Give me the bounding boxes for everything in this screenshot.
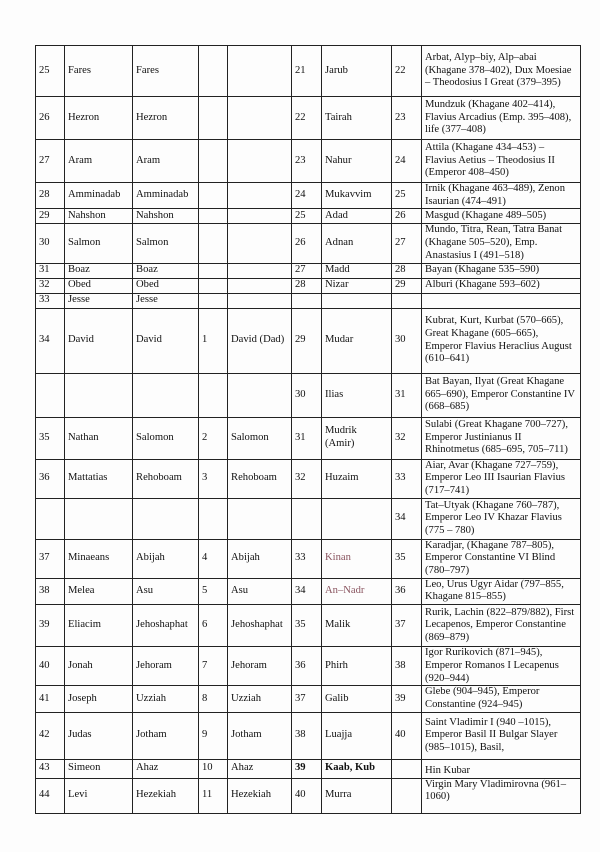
row-number-cell: 40: [36, 647, 65, 686]
kings-name-cell: Aram: [133, 140, 199, 183]
arab-index-cell: [292, 293, 322, 308]
gospel-name-cell: [65, 498, 133, 539]
arab-name-cell: Nahur: [322, 140, 392, 183]
dynasty-name-cell: Asu: [228, 578, 292, 604]
table-row: [36, 183, 581, 209]
kings-name-cell: Rehoboam: [133, 459, 199, 498]
table-row: [36, 647, 581, 686]
gospel-name-cell: Minaeans: [65, 539, 133, 578]
king-index-cell: [199, 498, 228, 539]
dynasty-name-cell: [228, 373, 292, 417]
dynasty-name-cell: Hezekiah: [228, 778, 292, 813]
table-row: [36, 373, 581, 417]
gospel-name-cell: David: [65, 308, 133, 373]
arab-index-cell: [292, 498, 322, 539]
khagane-description-cell: Tat–Utyak (Khagane 760–787), Emperor Leo IV Khazar Flavius (775 – 780): [422, 498, 581, 539]
arab-index-cell: 26: [292, 224, 322, 263]
kings-name-cell: Ahaz: [133, 759, 199, 778]
king-index-cell: 11: [199, 778, 228, 813]
king-index-cell: 5: [199, 578, 228, 604]
row-number-cell: 36: [36, 459, 65, 498]
arab-index-cell: 24: [292, 183, 322, 209]
king-index-cell: [199, 97, 228, 140]
khagane-description-cell: Alburi (Khagane 593–602): [422, 278, 581, 293]
arab-index-cell: 23: [292, 140, 322, 183]
dynasty-name-cell: Jehoram: [228, 647, 292, 686]
row-number-cell: 37: [36, 539, 65, 578]
gospel-name-cell: Fares: [65, 46, 133, 97]
khagane-index-cell: 38: [392, 647, 422, 686]
kings-name-cell: Asu: [133, 578, 199, 604]
kings-name-cell: Jesse: [133, 293, 199, 308]
arab-name-cell: [322, 293, 392, 308]
table-row: [36, 97, 581, 140]
arab-name-cell: Ilias: [322, 373, 392, 417]
kings-name-cell: David: [133, 308, 199, 373]
arab-name-cell: Madd: [322, 263, 392, 278]
dynasty-name-cell: [228, 209, 292, 224]
dynasty-name-cell: Abijah: [228, 539, 292, 578]
kings-name-cell: Obed: [133, 278, 199, 293]
khagane-description-cell: Virgin Mary Vladimirovna (961–1060): [422, 778, 581, 813]
table-row: [36, 140, 581, 183]
kings-name-cell: Jehoram: [133, 647, 199, 686]
arab-index-cell: 39: [292, 759, 322, 778]
khagane-description-cell: Rurik, Lachin (822–879/882), First Lecapenos, Emperor Constantine (869–879): [422, 605, 581, 647]
dynasty-name-cell: [228, 263, 292, 278]
khagane-index-cell: 40: [392, 712, 422, 759]
row-number-cell: 38: [36, 578, 65, 604]
arab-name-cell: [322, 498, 392, 539]
table-row: [36, 459, 581, 498]
khagane-description-cell: Mundzuk (Khagane 402–414), Flavius Arcadius (Emp. 395–408), life (377–408): [422, 97, 581, 140]
arab-index-cell: 25: [292, 209, 322, 224]
kings-name-cell: Fares: [133, 46, 199, 97]
arab-index-cell: 28: [292, 278, 322, 293]
king-index-cell: [199, 46, 228, 97]
khagane-description-cell: Saint Vladimir I (940 –1015), Emperor Basil II Bulgar Slayer (985–1015), Basil,: [422, 712, 581, 759]
khagane-index-cell: 32: [392, 417, 422, 459]
khagane-index-cell: 25: [392, 183, 422, 209]
king-index-cell: 1: [199, 308, 228, 373]
arab-name-cell: Mudrik (Amir): [322, 417, 392, 459]
khagane-description-cell: Arbat, Alyp–biy, Alp–abai (Khagane 378–402), Dux Moesiae – Theodosius I Great (379–395): [422, 46, 581, 97]
table-body: [36, 46, 581, 814]
row-number-cell: 35: [36, 417, 65, 459]
gospel-name-cell: Melea: [65, 578, 133, 604]
dynasty-name-cell: [228, 498, 292, 539]
arab-index-cell: 35: [292, 605, 322, 647]
king-index-cell: [199, 263, 228, 278]
row-number-cell: 33: [36, 293, 65, 308]
kings-name-cell: Amminadab: [133, 183, 199, 209]
khagane-index-cell: 34: [392, 498, 422, 539]
arab-index-cell: 27: [292, 263, 322, 278]
gospel-name-cell: Judas: [65, 712, 133, 759]
row-number-cell: 44: [36, 778, 65, 813]
arab-index-cell: 29: [292, 308, 322, 373]
gospel-name-cell: Obed: [65, 278, 133, 293]
table-row: [36, 417, 581, 459]
table-row: [36, 686, 581, 712]
arab-name-cell: Mudar: [322, 308, 392, 373]
khagane-description-cell: Irnik (Khagane 463–489), Zenon Isaurian (474–491): [422, 183, 581, 209]
arab-name-cell: Adad: [322, 209, 392, 224]
king-index-cell: [199, 373, 228, 417]
table-row: [36, 712, 581, 759]
arab-name-cell: An–Nadr: [322, 578, 392, 604]
gospel-name-cell: Eliacim: [65, 605, 133, 647]
king-index-cell: [199, 293, 228, 308]
kings-name-cell: [133, 373, 199, 417]
khagane-index-cell: [392, 778, 422, 813]
arab-index-cell: 31: [292, 417, 322, 459]
kings-name-cell: Jotham: [133, 712, 199, 759]
dynasty-name-cell: Ahaz: [228, 759, 292, 778]
row-number-cell: 31: [36, 263, 65, 278]
king-index-cell: 8: [199, 686, 228, 712]
king-index-cell: [199, 209, 228, 224]
king-index-cell: 7: [199, 647, 228, 686]
table-row: [36, 278, 581, 293]
gospel-name-cell: Aram: [65, 140, 133, 183]
khagane-description-cell: [422, 293, 581, 308]
dynasty-name-cell: [228, 183, 292, 209]
dynasty-name-cell: Jotham: [228, 712, 292, 759]
arab-name-cell: Murra: [322, 778, 392, 813]
gospel-name-cell: Joseph: [65, 686, 133, 712]
king-index-cell: [199, 183, 228, 209]
kings-name-cell: Jehoshaphat: [133, 605, 199, 647]
king-index-cell: 4: [199, 539, 228, 578]
kings-name-cell: Hezekiah: [133, 778, 199, 813]
kings-name-cell: Salmon: [133, 224, 199, 263]
khagane-description-cell: Leo, Urus Ugyr Aidar (797–855, Khagane 815–855): [422, 578, 581, 604]
row-number-cell: 39: [36, 605, 65, 647]
row-number-cell: 26: [36, 97, 65, 140]
khagane-description-cell: Mundo, Titra, Rean, Tatra Banat (Khagane 505–520), Emp. Anastasius I (491–518): [422, 224, 581, 263]
gospel-name-cell: Jesse: [65, 293, 133, 308]
arab-index-cell: 21: [292, 46, 322, 97]
row-number-cell: 29: [36, 209, 65, 224]
dynasty-name-cell: [228, 97, 292, 140]
arab-name-cell: Luajja: [322, 712, 392, 759]
table-row: [36, 46, 581, 97]
khagane-index-cell: 30: [392, 308, 422, 373]
khagane-description-cell: Masgud (Khagane 489–505): [422, 209, 581, 224]
arab-name-cell: Phirh: [322, 647, 392, 686]
khagane-index-cell: 39: [392, 686, 422, 712]
arab-index-cell: 40: [292, 778, 322, 813]
arab-name-cell: Galib: [322, 686, 392, 712]
khagane-description-cell: Hin Kubar: [422, 759, 581, 778]
khagane-description-cell: Kubrat, Kurt, Kurbat (570–665), Great Khagane (605–665), Emperor Flavius Heraclius August (610–641): [422, 308, 581, 373]
table-row: [36, 539, 581, 578]
khagane-description-cell: Bayan (Khagane 535–590): [422, 263, 581, 278]
khagane-index-cell: 35: [392, 539, 422, 578]
khagane-description-cell: Karadjar, (Khagane 787–805), Emperor Constantine VI Blind (780–797): [422, 539, 581, 578]
khagane-description-cell: Glebe (904–945), Emperor Constantine (924–945): [422, 686, 581, 712]
gospel-name-cell: Salmon: [65, 224, 133, 263]
table-row: [36, 209, 581, 224]
table-row: [36, 263, 581, 278]
row-number-cell: 43: [36, 759, 65, 778]
gospel-name-cell: Simeon: [65, 759, 133, 778]
khagane-index-cell: 33: [392, 459, 422, 498]
khagane-description-cell: Sulabi (Great Khagane 700–727), Emperor Justinianus II Rhinotmetus (685–695, 705–711): [422, 417, 581, 459]
arab-name-cell: Kaab, Kub: [322, 759, 392, 778]
row-number-cell: [36, 498, 65, 539]
row-number-cell: 27: [36, 140, 65, 183]
khagane-index-cell: 36: [392, 578, 422, 604]
khagane-description-cell: Aiar, Avar (Khagane 727–759), Emperor Leo III Isaurian Flavius (717–741): [422, 459, 581, 498]
table-row: [36, 759, 581, 778]
dynasty-name-cell: Salomon: [228, 417, 292, 459]
dynasty-name-cell: Rehoboam: [228, 459, 292, 498]
gospel-name-cell: Levi: [65, 778, 133, 813]
arab-index-cell: 22: [292, 97, 322, 140]
dynasty-name-cell: [228, 293, 292, 308]
kings-name-cell: Boaz: [133, 263, 199, 278]
arab-index-cell: 36: [292, 647, 322, 686]
row-number-cell: 30: [36, 224, 65, 263]
arab-index-cell: 34: [292, 578, 322, 604]
arab-index-cell: 37: [292, 686, 322, 712]
dynasty-name-cell: [228, 278, 292, 293]
king-index-cell: [199, 140, 228, 183]
kings-name-cell: Uzziah: [133, 686, 199, 712]
row-number-cell: 42: [36, 712, 65, 759]
table-row: [36, 293, 581, 308]
khagane-index-cell: 29: [392, 278, 422, 293]
kings-name-cell: Nahshon: [133, 209, 199, 224]
king-index-cell: 10: [199, 759, 228, 778]
arab-index-cell: 38: [292, 712, 322, 759]
king-index-cell: [199, 278, 228, 293]
khagane-index-cell: 24: [392, 140, 422, 183]
arab-name-cell: Huzaim: [322, 459, 392, 498]
arab-name-cell: Adnan: [322, 224, 392, 263]
king-index-cell: [199, 224, 228, 263]
genealogy-table: [35, 45, 581, 814]
khagane-index-cell: [392, 293, 422, 308]
gospel-name-cell: Amminadab: [65, 183, 133, 209]
row-number-cell: [36, 373, 65, 417]
arab-index-cell: 30: [292, 373, 322, 417]
table-row: [36, 498, 581, 539]
dynasty-name-cell: [228, 46, 292, 97]
khagane-index-cell: [392, 759, 422, 778]
king-index-cell: 2: [199, 417, 228, 459]
king-index-cell: 6: [199, 605, 228, 647]
kings-name-cell: [133, 498, 199, 539]
table-row: [36, 605, 581, 647]
khagane-index-cell: 26: [392, 209, 422, 224]
arab-name-cell: Mukavvim: [322, 183, 392, 209]
arab-index-cell: 32: [292, 459, 322, 498]
arab-name-cell: Kinan: [322, 539, 392, 578]
table-row: [36, 308, 581, 373]
arab-index-cell: 33: [292, 539, 322, 578]
dynasty-name-cell: [228, 140, 292, 183]
khagane-index-cell: 28: [392, 263, 422, 278]
gospel-name-cell: Nathan: [65, 417, 133, 459]
dynasty-name-cell: David (Dad): [228, 308, 292, 373]
dynasty-name-cell: Jehoshaphat: [228, 605, 292, 647]
kings-name-cell: Hezron: [133, 97, 199, 140]
king-index-cell: 3: [199, 459, 228, 498]
kings-name-cell: Salomon: [133, 417, 199, 459]
khagane-index-cell: 37: [392, 605, 422, 647]
row-number-cell: 28: [36, 183, 65, 209]
gospel-name-cell: Nahshon: [65, 209, 133, 224]
khagane-description-cell: Igor Rurikovich (871–945), Emperor Romanos I Lecapenus (920–944): [422, 647, 581, 686]
khagane-description-cell: Bat Bayan, Ilyat (Great Khagane 665–690), Emperor Constantine IV (668–685): [422, 373, 581, 417]
table-row: [36, 224, 581, 263]
gospel-name-cell: Boaz: [65, 263, 133, 278]
khagane-index-cell: 23: [392, 97, 422, 140]
kings-name-cell: Abijah: [133, 539, 199, 578]
table-row: [36, 578, 581, 604]
row-number-cell: 32: [36, 278, 65, 293]
khagane-index-cell: 22: [392, 46, 422, 97]
row-number-cell: 34: [36, 308, 65, 373]
row-number-cell: 41: [36, 686, 65, 712]
khagane-description-cell: Attila (Khagane 434–453) – Flavius Aetius – Theodosius II (Emperor 408–450): [422, 140, 581, 183]
arab-name-cell: Jarub: [322, 46, 392, 97]
gospel-name-cell: Hezron: [65, 97, 133, 140]
arab-name-cell: Nizar: [322, 278, 392, 293]
dynasty-name-cell: [228, 224, 292, 263]
arab-name-cell: Tairah: [322, 97, 392, 140]
table-row: [36, 778, 581, 813]
gospel-name-cell: Mattatias: [65, 459, 133, 498]
gospel-name-cell: [65, 373, 133, 417]
arab-name-cell: Malik: [322, 605, 392, 647]
dynasty-name-cell: Uzziah: [228, 686, 292, 712]
khagane-index-cell: 31: [392, 373, 422, 417]
king-index-cell: 9: [199, 712, 228, 759]
gospel-name-cell: Jonah: [65, 647, 133, 686]
row-number-cell: 25: [36, 46, 65, 97]
khagane-index-cell: 27: [392, 224, 422, 263]
